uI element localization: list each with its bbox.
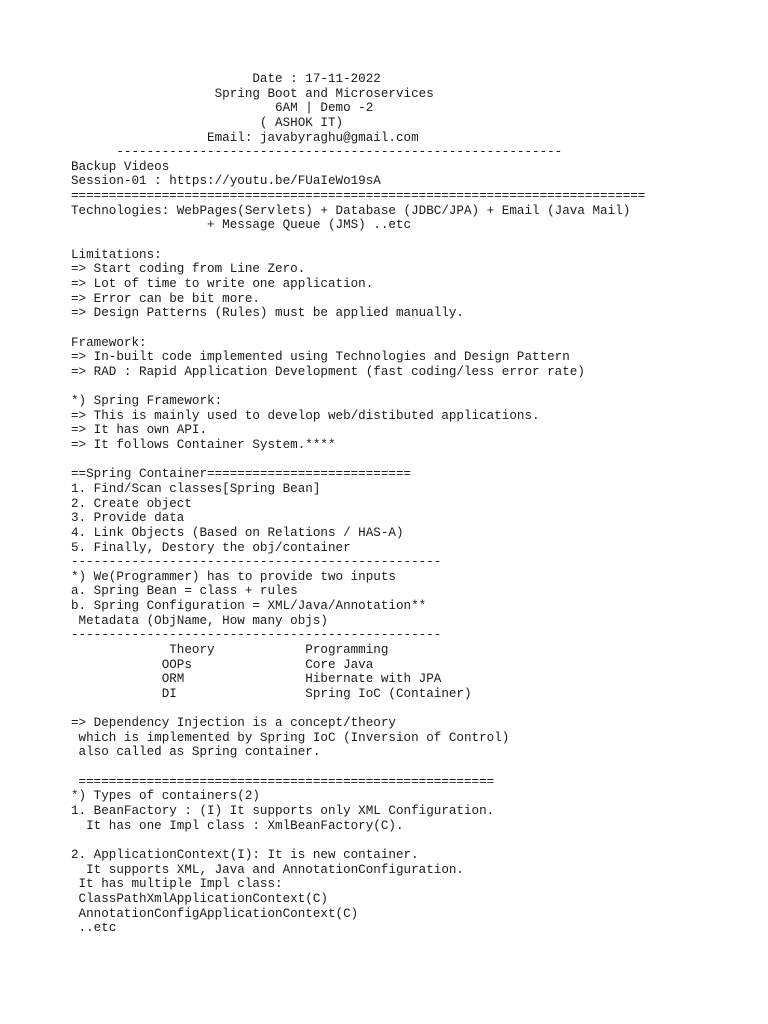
text-line: Date : 17-11-2022 bbox=[71, 72, 381, 86]
text-line: Email: javabyraghu@gmail.com bbox=[71, 130, 419, 145]
text-line: b. Spring Configuration = XML/Java/Annotation** bbox=[71, 599, 427, 614]
text-line: ORM Hibernate with JPA bbox=[71, 672, 442, 687]
blank-line bbox=[71, 379, 731, 394]
blank-line bbox=[71, 233, 731, 248]
text-line: *) We(Programmer) has to provide two inputs bbox=[71, 569, 396, 584]
text-line: It supports XML, Java and AnnotationConfiguration. bbox=[71, 862, 464, 877]
text-line: OOPs Core Java bbox=[71, 657, 374, 672]
text-line: *) Types of containers(2) bbox=[71, 789, 260, 804]
text-line: ----------------------------------------------------------- bbox=[71, 145, 563, 160]
text-line: 5. Finally, Destory the obj/container bbox=[71, 540, 351, 555]
text-line: 2. ApplicationContext(I): It is new container. bbox=[71, 847, 419, 862]
text-line: ..etc bbox=[71, 921, 117, 936]
text-line: 3. Provide data bbox=[71, 511, 185, 526]
document-body bbox=[71, 72, 731, 936]
text-line: => Design Patterns (Rules) must be applied manually. bbox=[71, 306, 464, 321]
blank-line bbox=[71, 702, 731, 717]
text-line: => It follows Container System.**** bbox=[71, 438, 336, 453]
text-line: 1. Find/Scan classes[Spring Bean] bbox=[71, 481, 321, 496]
text-line: 6AM | Demo -2 bbox=[71, 101, 374, 116]
blank-line bbox=[71, 453, 731, 468]
text-line: Session-01 : https://youtu.be/FUaIeWo19sA bbox=[71, 174, 381, 189]
text-line: DI Spring IoC (Container) bbox=[71, 686, 472, 701]
text-line: => Error can be bit more. bbox=[71, 291, 260, 306]
text-line: 4. Link Objects (Based on Relations / HAS-A) bbox=[71, 525, 404, 540]
text-line: *) Spring Framework: bbox=[71, 394, 223, 409]
blank-line bbox=[71, 321, 731, 336]
text-line: Spring Boot and Microservices bbox=[71, 86, 434, 101]
blank-line bbox=[71, 833, 731, 848]
text-line: ======================================================= bbox=[71, 774, 495, 789]
text-line: Technologies: WebPages(Servlets) + Database (JDBC/JPA) + Email (Java Mail) bbox=[71, 203, 631, 218]
text-line: AnnotationConfigApplicationContext(C) bbox=[71, 906, 359, 921]
text-line: => It has own API. bbox=[71, 423, 208, 438]
text-line: => Lot of time to write one application. bbox=[71, 276, 374, 291]
text-line: => RAD : Rapid Application Development (fast coding/less error rate) bbox=[71, 364, 585, 379]
text-line: which is implemented by Spring IoC (Inversion of Control) bbox=[71, 730, 510, 745]
blank-line bbox=[71, 760, 731, 775]
text-line: Framework: bbox=[71, 335, 147, 350]
text-line: ------------------------------------------------- bbox=[71, 628, 442, 643]
text-line: => Start coding from Line Zero. bbox=[71, 262, 306, 277]
text-line: + Message Queue (JMS) ..etc bbox=[71, 218, 412, 233]
text-line: Metadata (ObjName, How many objs) bbox=[71, 613, 328, 628]
text-line: Limitations: bbox=[71, 247, 162, 262]
text-line: also called as Spring container. bbox=[71, 745, 321, 760]
text-line: It has multiple Impl class: bbox=[71, 877, 283, 892]
text-line: ============================================================================ bbox=[71, 189, 646, 204]
text-line: It has one Impl class : XmlBeanFactory(C). bbox=[71, 818, 404, 833]
text-line: => In-built code implemented using Technologies and Design Pattern bbox=[71, 350, 570, 365]
text-line: ( ASHOK IT) bbox=[71, 115, 344, 130]
text-line: a. Spring Bean = class + rules bbox=[71, 584, 298, 599]
text-line: ------------------------------------------------- bbox=[71, 555, 442, 570]
text-line: ==Spring Container=========================== bbox=[71, 467, 412, 482]
text-line: => This is mainly used to develop web/distibuted applications. bbox=[71, 408, 540, 423]
text-line: => Dependency Injection is a concept/theory bbox=[71, 716, 396, 731]
text-line: Backup Videos bbox=[71, 159, 170, 174]
text-line: 1. BeanFactory : (I) It supports only XML Configuration. bbox=[71, 804, 495, 819]
text-line: 2. Create object bbox=[71, 496, 192, 511]
text-line: ClassPathXmlApplicationContext(C) bbox=[71, 891, 328, 906]
text-line: Theory Programming bbox=[71, 642, 389, 657]
